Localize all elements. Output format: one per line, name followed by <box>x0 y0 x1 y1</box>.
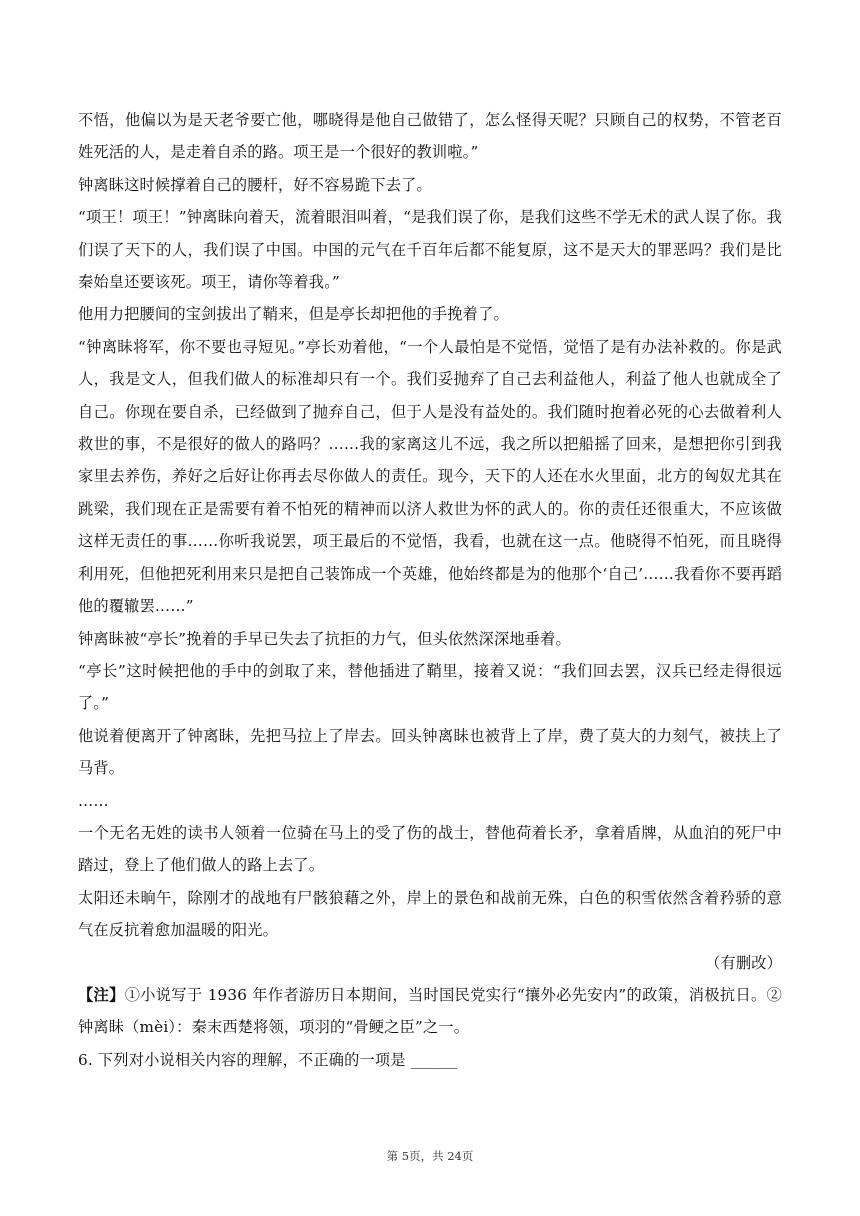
paragraph: “亭长”这时候把他的手中的剑取了来，替他插进了鞘里，接着又说：“我们回去罢，汉兵已经走得很远了。” <box>78 661 782 713</box>
page-number: 第 5页，共 24页 <box>386 1149 474 1163</box>
paragraph: 钟离眛被“亭长”挽着的手早已失去了抗拒的力气，但头依然深深地垂着。 <box>78 629 571 648</box>
document-body <box>78 104 782 1076</box>
paragraph: 不悟，他偏以为是天老爷要亡他，哪晓得是他自己做错了，怎么怪得天呢？只顾自己的权势，不管老百姓死活的人，是走着自杀的路。项王是一个很好的教训啦。” <box>78 111 782 162</box>
paragraph: 他用力把腰间的宝剑拔出了鞘来，但是亭长却把他的手挽着了。 <box>78 305 509 324</box>
paragraph: “钟离眛将军，你不要也寻短见。”亭长劝着他，“一个人最怕是不觉悟，觉悟了是有办法补救的。你是武人，我是文人，但我们做人的标准却只有一个。我们妥抛弃了自己去利益他人，利益了他人也就成全了自己。你现在要自杀，已经做到了抛弃自己，但于人是没有益处的。我们随时抱着必死的心去做着利人救世的事，不是很好的做人的路吗？……我的家离这儿不远，我之所以把船摇了回来，是想把你引到我家里去养伤，养好之后好让你再去尽你做人的责任。现今，天下的人还在水火里面，北方的匈奴尤其在跳梁，我们现在正是需要有着不怕死的精神而以济人救世为怀的武人的。你的责任还很重大，不应该做这样无责任的事……你听我说罢，项王最后的不觉悟，我看，也就在这一点。他晓得不怕死，而且晓得利用死，但他把死利用来只是把自己装饰成一个英雄，他始终都是为的他那个‘自己’……我看你不要再蹈他的覆辙罢……” <box>78 337 782 616</box>
question-6: 6. 下列对小说相关内容的理解，不正确的一项是 ______ <box>78 1050 458 1069</box>
paragraph: 钟离眛这时候撑着自己的腰杆，好不容易跪下去了。 <box>78 175 432 194</box>
footnote <box>78 979 782 1044</box>
ellipsis-paragraph: …… <box>78 791 109 810</box>
paragraph: 一个无名无姓的读书人领着一位骑在马上的受了伤的战士，替他荷着长矛，拿着盾牌，从血泊的死尸中踏过，登上了他们做人的路上去了。 <box>78 823 782 875</box>
paragraph: “项王！项王！”钟离眛向着天，流着眼泪叫着，“是我们误了你，是我们这些不学无术的武人误了你。我们误了天下的人，我们误了中国。中国的元气在千百年后都不能复原，这不是天大的罪恶吗？我们是比秦始皇还要该死。项王，请你等着我。” <box>78 208 782 292</box>
revision-note: （有删改） <box>705 953 782 972</box>
footnote-label: 【注】 <box>78 985 125 1004</box>
footnote-text: ①小说写于 1936 年作者游历日本期间，当时国民党实行“攘外必先安内”的政策，消极抗日。②钟离眛（mèi）：秦末西楚将领，项羽的“骨鲠之臣”之一。 <box>78 985 782 1037</box>
paragraph: 太阳还未晌午，除刚才的战地有尸骸狼藉之外，岸上的景色和战前无殊，白色的积雪依然含着矜骄的意气在反抗着愈加温暖的阳光。 <box>78 888 782 940</box>
paragraph: 他说着便离开了钟离眛，先把马拉上了岸去。回头钟离眛也被背上了岸，费了莫大的力刻气，被扶上了马背。 <box>78 726 782 778</box>
